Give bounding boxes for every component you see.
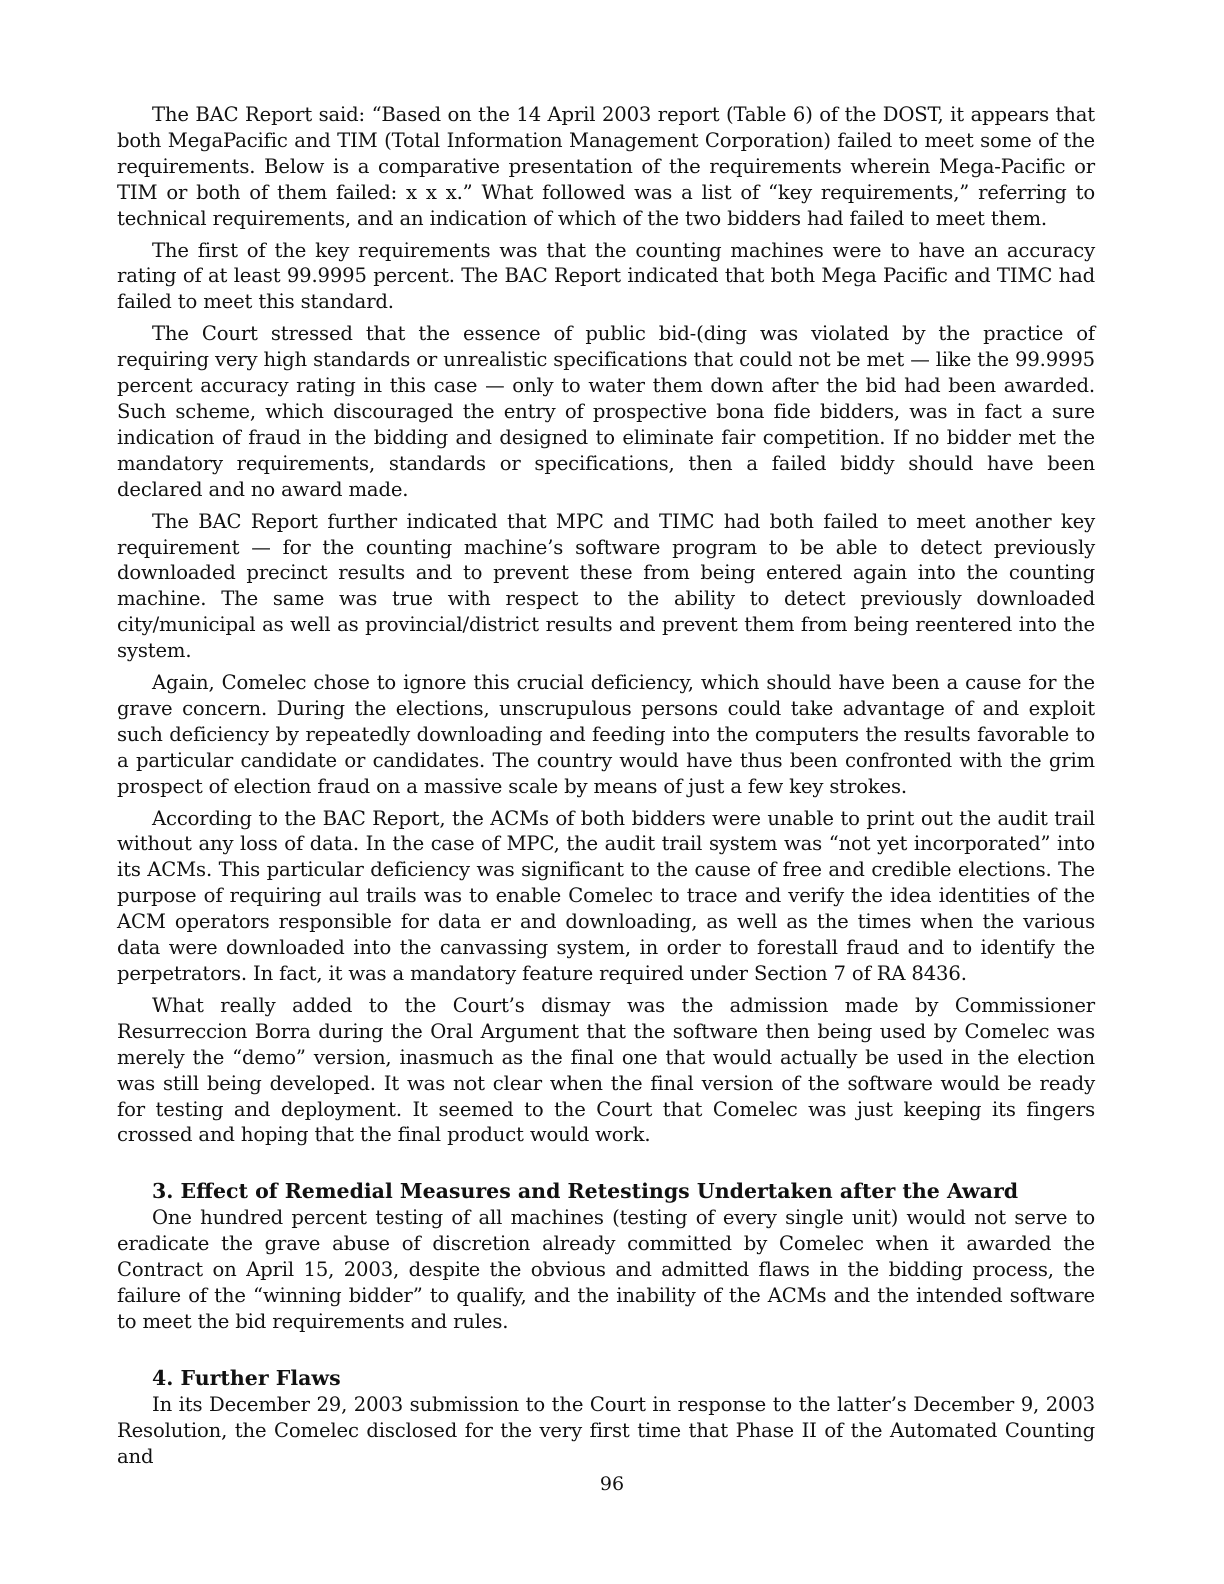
section-4-heading: 4. Further Flaws bbox=[152, 1365, 341, 1390]
section-spacer bbox=[117, 1341, 1095, 1364]
paragraph-demo-software: What really added to the Court’s dismay was the admission made by Commissioner Resurreccion Borra during the Oral Argument that the software then being used by Comelec was merely the “demo” version, inasmuch as the final one that would actually be used in the election was still being developed. It was not clear when the final version of the software would be ready for testing and deployment. It seemed to the Court that Comelec was just keeping its fingers crossed and hoping that the final product would work. bbox=[117, 993, 1095, 1147]
page-number: 96 bbox=[599, 1473, 625, 1495]
paragraph-accuracy-requirement: The first of the key requirements was that the counting machines were to have an accuracy rating of at least 99.9995 percent. The BAC Report indicated that both Mega Pacific and TIMC had failed to meet this standard. bbox=[117, 238, 1095, 314]
paragraph-audit-trail: According to the BAC Report, the ACMs of both bidders were unable to print out the audit trail without any loss of data. In the case of MPC, the audit trail system was “not yet incorporated” into its ACMs. This particular deficiency was significant to the cause of free and credible elections. The purpose of requiring aul trails was to enable Comelec to trace and verify the idea identities of the ACM operators responsible for data er and downloading, as well as the times when the various data were downloaded into the canvassing system, in order to forestall fraud and to identify the perpetrators. In fact, it was a mandatory feature required under Section 7 of RA 8436. bbox=[117, 806, 1095, 985]
paragraph-bac-report-said: The BAC Report said: “Based on the 14 April 2003 report (Table 6) of the DOST, it appears that both MegaPacific and TIM (Total Information Management Corporation) failed to meet some of the requirements. Below is a comparative presentation of the requirements wherein Mega-Pacific or TIM or both of them failed: x x x.” What followed was a list of “key requirements,” referring to technical requirements, and an indication of which of the two bidders had failed to meet them. bbox=[117, 103, 1095, 230]
paragraph-comelec-ignored: Again, Comelec chose to ignore this crucial deficiency, which should have been a cause for the grave concern. During the elections, unscrupulous persons could take advantage of and exploit such deficiency by repeatedly downloading and feeding into the computers the results favorable to a particular candidate or candidates. The country would have thus been confronted with the grim prospect of election fraud on a massive scale by means of just a few key strokes. bbox=[117, 671, 1095, 798]
section-3-heading: 3. Effect of Remedial Measures and Retestings Undertaken after the Award bbox=[152, 1179, 1019, 1204]
paragraph-court-stressed: The Court stressed that the essence of public bid-(ding was violated by the practice of requiring very high standards or unrealistic specifications that could not be met — like the 99.9995 percent accuracy rating in this case — only to water them down after the bid had been awarded. Such scheme, which discouraged the entry of prospective bona fide bidders, was in fact a sure indication of fraud in the bidding and designed to eliminate fair competition. If no bidder met the mandatory requirements, standards or specifications, then a failed biddy should have been declared and no award made. bbox=[117, 322, 1095, 501]
document-page bbox=[117, 102, 1095, 1476]
section-3-paragraph: One hundred percent testing of all machines (testing of every single unit) would not serve to eradicate the grave abuse of discretion already committed by Comelec when it awarded the Contract on April 15, 2003, despite the obvious and admitted flaws in the bidding process, the failure of the “winning bidder” to qualify, and the inability of the ACMs and the intended software to meet the bid requirements and rules. bbox=[117, 1206, 1095, 1333]
paragraph-download-detection: The BAC Report further indicated that MPC and TIMC had both failed to meet another key requirement — for the counting machine’s software program to be able to detect previously downloaded precinct results and to prevent these from being entered again into the counting machine. The same was true with respect to the ability to detect previously downloaded city/municipal as well as provincial/district results and prevent them from being reentered into the system. bbox=[117, 509, 1095, 663]
section-spacer bbox=[117, 1154, 1095, 1177]
section-4-paragraph: In its December 29, 2003 submission to the Court in response to the latter’s December 9, 2003 Resolution, the Comelec disclosed for the very first time that Phase II of the Automated Counting and bbox=[117, 1392, 1095, 1468]
